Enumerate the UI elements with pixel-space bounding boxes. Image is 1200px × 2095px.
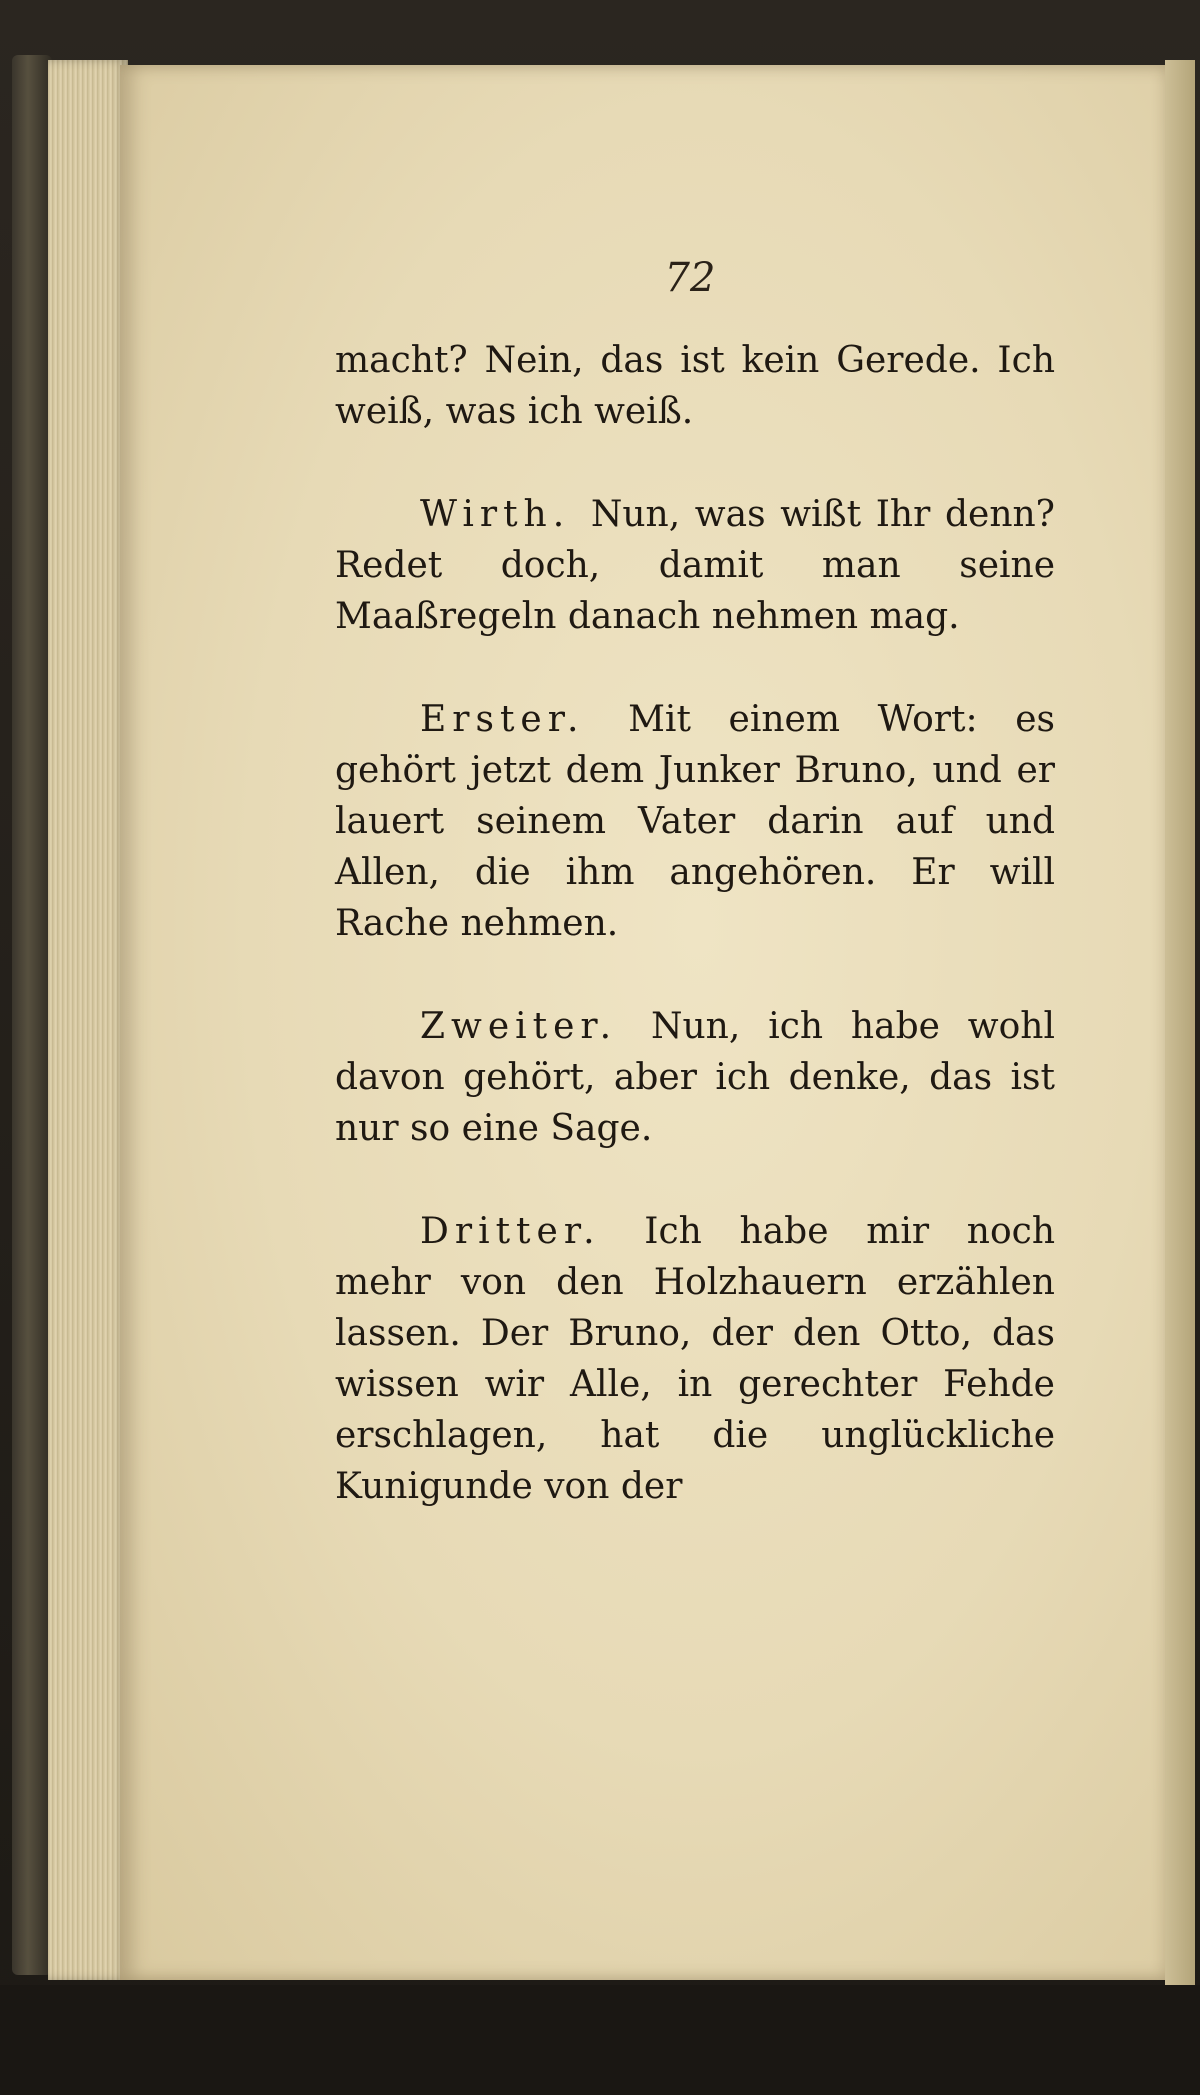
speaker-label: Wirth. bbox=[420, 494, 571, 535]
paragraph-erster bbox=[335, 694, 1055, 949]
paragraph-text: macht? Nein, das ist kein Gerede. Ich weiß, was ich weiß. bbox=[335, 340, 1055, 432]
page-number: 72 bbox=[664, 255, 716, 301]
page-right-edge bbox=[1165, 60, 1195, 1985]
paragraph-continuation bbox=[335, 335, 1055, 437]
page-stack bbox=[48, 60, 128, 1980]
body-text bbox=[335, 335, 1055, 1564]
paragraph-text: Nun, ich habe wohl davon gehört, aber ich denke, das ist nur so eine Sage. bbox=[335, 1006, 1055, 1149]
paragraph-text: Ich habe mir noch mehr von den Holzhauern erzählen lassen. Der Bruno, der den Otto, das wissen wir Alle, in gerechter Fehde erschlagen, hat die unglückliche Kunigunde von der bbox=[335, 1211, 1055, 1507]
book-bottom-edge bbox=[0, 1985, 1200, 2095]
speaker-label: Zweiter. bbox=[420, 1006, 618, 1047]
paragraph-dritter bbox=[335, 1206, 1055, 1512]
paragraph-wirth bbox=[335, 489, 1055, 642]
paragraph-text: Mit einem Wort: es gehört jetzt dem Junker Bruno, und er lauert seinem Vater darin auf und Allen, die ihm angehören. Er will Rache nehmen. bbox=[335, 699, 1055, 944]
paragraph-zweiter bbox=[335, 1001, 1055, 1154]
book-cover-edge bbox=[12, 55, 52, 1975]
paragraph-text: Nun, was wißt Ihr denn? Redet doch, damit man seine Maaßregeln danach nehmen mag. bbox=[335, 494, 1055, 637]
speaker-label: Erster. bbox=[420, 699, 585, 740]
speaker-label: Dritter. bbox=[420, 1211, 601, 1252]
